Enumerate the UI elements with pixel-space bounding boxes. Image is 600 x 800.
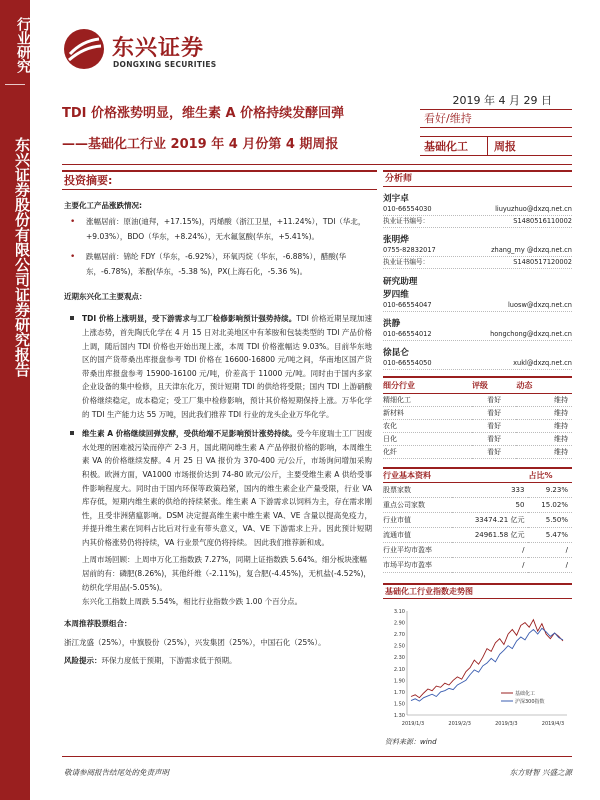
legend-label: 沪深300指数 bbox=[515, 699, 545, 705]
logo-mark-icon bbox=[62, 27, 106, 71]
risk-label: 风险提示： bbox=[64, 656, 102, 666]
cell: 看好 bbox=[472, 393, 516, 406]
cell: / bbox=[452, 558, 528, 573]
col-dynamic: 动态 bbox=[516, 377, 572, 393]
cell: 看好 bbox=[472, 406, 516, 419]
tdi-paragraph bbox=[82, 312, 372, 421]
assistant-phone: 010-66554047 bbox=[383, 301, 432, 309]
cell: 股票家数 bbox=[383, 483, 452, 498]
y-tick-label: 2.30 bbox=[393, 655, 405, 662]
footer-disclaimer: 敬请参阅报告结尾处的免责声明 bbox=[64, 768, 169, 777]
fall-item: • 跌幅居前：锦纶 FDY（华东，-6.92%），环氧丙烷（华东，-6.88%），醋酸(华东，-6.78%)，苯酚(华东，-5.38 %)，PX(上海石化，-5.36 %)。 bbox=[80, 250, 372, 279]
analyst-email[interactable]: zhang_my @dxzq.net.cn bbox=[491, 246, 572, 254]
risk-text: 环保力度低于预期，下游需求低于预期。 bbox=[101, 656, 237, 666]
portfolio-label: 本周推荐股票组合： bbox=[64, 619, 132, 629]
cell: 行业平均市盈率 bbox=[383, 543, 452, 558]
table-row bbox=[383, 406, 572, 419]
legend-label: 基础化工 bbox=[515, 691, 536, 697]
assistant-name: 罗四维 bbox=[383, 290, 409, 300]
cell: 50 bbox=[452, 498, 528, 513]
cell: / bbox=[528, 558, 572, 573]
va-heading: 维生素 A 价格继续回弹发酵，受供给端不足影响预计涨势持续。 bbox=[82, 429, 297, 439]
portfolio bbox=[64, 617, 372, 632]
cell: 看好 bbox=[472, 419, 516, 432]
sidebar-info-column bbox=[383, 170, 572, 747]
cert-label: 执业证书编号： bbox=[383, 217, 430, 225]
sidebar-category: 行业研究 bbox=[15, 17, 31, 73]
assistant-name: 徐昆仑 bbox=[383, 348, 409, 358]
cert-number: S1480516110002 bbox=[513, 217, 572, 225]
table-row bbox=[383, 432, 572, 445]
y-tick-label: 2.50 bbox=[393, 643, 405, 650]
x-tick-label: 2019/2/3 bbox=[448, 721, 471, 727]
y-tick-label: 2.10 bbox=[393, 666, 405, 673]
analyst-contact bbox=[383, 204, 572, 216]
report-meta bbox=[420, 92, 572, 156]
series-line-1 bbox=[411, 628, 563, 701]
assistant-phone: 010-66554050 bbox=[383, 359, 432, 367]
header-divider bbox=[62, 164, 572, 165]
y-tick-label: 3.10 bbox=[393, 609, 405, 615]
analyst-list bbox=[383, 192, 572, 370]
cert-number: S1480517120002 bbox=[513, 258, 572, 266]
y-tick-label: 2.90 bbox=[393, 620, 405, 627]
cell: 市场平均市盈率 bbox=[383, 558, 452, 573]
report-subtitle: ——基础化工行业 2019 年 4 月份第 4 期周报 bbox=[62, 137, 339, 152]
x-tick-label: 2019/1/3 bbox=[401, 721, 425, 727]
industry-type-row bbox=[420, 136, 572, 156]
assistant-email[interactable]: hongchong@dxzq.net.cn bbox=[490, 330, 572, 338]
col-rating: 评级 bbox=[472, 377, 516, 393]
va-paragraph bbox=[82, 427, 372, 549]
market-review: 上周市场回顾：上周申万化工指数跌 7.27%，同期上证指数跌 5.64%。细分板块涨幅居前的有：磷肥(8.26%)，其他纤维（-2.11%)，复合肥(-4.45%)，无机盐(-4.52%)，纺织化学用品(-5.05%)。 bbox=[82, 555, 371, 593]
y-tick-label: 1.30 bbox=[393, 713, 405, 719]
cell: 日化 bbox=[383, 432, 472, 445]
cell: 24961.58 亿元 bbox=[452, 528, 528, 543]
col-sector: 细分行业 bbox=[383, 377, 472, 393]
cell: 维持 bbox=[516, 393, 572, 406]
cell: 维持 bbox=[516, 419, 572, 432]
footer bbox=[62, 756, 572, 777]
cert-label: 执业证书编号： bbox=[383, 258, 430, 266]
company-logo bbox=[62, 27, 232, 75]
table-row bbox=[383, 558, 572, 573]
cell: / bbox=[528, 543, 572, 558]
industry-basics-table bbox=[383, 467, 572, 574]
va-body: 受今年度瑞士工厂因废水处理的困难被污染而停产 2-3 月，国此期间维生素 A 产品停报价格的影响，本周维生素 VA 的价格继续发酵。4 月 25 日 VA 报价为 370-400 元/公斤，市场询问增加采购积极。欧洲方面，VA1000 市场报价达到 74-80 欧元/公斤，主要受维生素 A 供给受事件影响程度大。同时由于国内环保等政策趋紧，国内的维生素企业产量受限，行业 VA 库存低，短期内维生素的供给的持续紧张。维生素 A 下游需求以饲料为主，存在需求刚性，且受非洲猪瘟影响。DSM 决定提高维生素中维生素 VA、VE 含量以提高免疫力，并提升维生素在饲料占比后对行业有带头意义，VA、VE 下游需求上升。因此预计短期内其价格涨势仍将持续，VA 行业景气度仍将持续。 因此我们推荐新和成。 bbox=[82, 429, 373, 547]
assistant-phone: 010-66554012 bbox=[383, 330, 432, 338]
analyst-email[interactable]: liuyuzhuo@dxzq.net.cn bbox=[495, 205, 572, 213]
logo-en: DONGXING SECURITIES bbox=[113, 60, 217, 69]
table-row bbox=[383, 393, 572, 406]
cell: 维持 bbox=[516, 445, 572, 458]
assistant-email[interactable]: luosw@dxzq.net.cn bbox=[507, 301, 572, 309]
assistant-email[interactable]: xukl@dxzq.net.cn bbox=[513, 359, 572, 367]
cell: 33474.21 亿元 bbox=[452, 513, 528, 528]
sector-rating-table bbox=[383, 376, 572, 459]
bullet-icon bbox=[70, 316, 74, 320]
cell: 流通市值 bbox=[383, 528, 452, 543]
cell: 15.02% bbox=[528, 498, 572, 513]
summary-column bbox=[62, 170, 372, 669]
table-row bbox=[383, 445, 572, 458]
cell: 333 bbox=[452, 483, 528, 498]
index-trend: 东兴化工指数上周跌 5.54%，相比行业指数少跌 1.00 个百分点。 bbox=[82, 597, 303, 607]
col-basics: 行业基本资料 bbox=[383, 468, 452, 483]
sidebar bbox=[0, 0, 30, 800]
report-type: 周报 bbox=[494, 140, 516, 153]
rating: 看好/维持 bbox=[420, 110, 572, 128]
analyst-cert bbox=[383, 216, 572, 228]
assistant-contact bbox=[383, 300, 572, 312]
cell: / bbox=[452, 543, 528, 558]
table-row bbox=[383, 419, 572, 432]
analyst-phone: 010-66554030 bbox=[383, 205, 432, 213]
cell: 化纤 bbox=[383, 445, 472, 458]
price-change-list bbox=[80, 215, 372, 279]
sidebar-divider bbox=[5, 84, 25, 85]
footer-slogan: 东方财智 兴盛之源 bbox=[509, 768, 572, 777]
x-tick-label: 2019/3/3 bbox=[495, 721, 518, 727]
assistant-title: 研究助理 bbox=[383, 277, 418, 287]
assistant-contact bbox=[383, 358, 572, 370]
col-share: 占比% bbox=[528, 468, 572, 483]
analyst-name: 张明烨 bbox=[383, 235, 409, 245]
table-row bbox=[383, 528, 572, 543]
chart-source: 资料来源：wind bbox=[385, 738, 437, 746]
risk bbox=[64, 654, 372, 669]
cell: 行业市值 bbox=[383, 513, 452, 528]
x-tick-label: 2019/4/3 bbox=[541, 721, 565, 727]
summary-title: 投资摘要: bbox=[62, 170, 377, 190]
cell: 农化 bbox=[383, 419, 472, 432]
analyst-title: 分析师 bbox=[383, 170, 572, 187]
y-tick-label: 1.90 bbox=[393, 678, 405, 685]
tdi-heading: TDI 价格上涨明显，受下游需求与工厂检修影响预计强势持续。 bbox=[82, 314, 297, 324]
analyst-name: 刘宇卓 bbox=[383, 194, 409, 204]
table-row bbox=[383, 498, 572, 513]
table-row bbox=[383, 543, 572, 558]
cell: 9.23% bbox=[528, 483, 572, 498]
tdi-body: TDI 价格近期呈现加速上涨态势，首先陶氏化学在 4 月 15 日对北美地区中有苯胺和包装类型的 TDI 产品价格上调，随后国内 TDI 价格也开始出现上涨，本周 TDI 价格涨幅达 9.03%。目前华东地区的国产货带桑出库报盘参考 TDI 价格在 16600-16800 元/吨之间，华南地区国产货带桑出库报盘参考 15900-16100 元/吨，价差高于 11000 元/吨。同时由于国内多家企业设备的集中检修，且天津东化万，预计短期 TDI 的供给将受限；国内 TDI 上游硝酸价格继续稳定，成本稳定；受工厂集中检修影响，预计其价格短期保持上涨。万华化学的 TDI 生产能力达 55 万吨，因此我们推荐 TDI 行业的龙头企业万华化学。 bbox=[82, 314, 373, 419]
cell: 看好 bbox=[472, 432, 516, 445]
cell: 重点公司家数 bbox=[383, 498, 452, 513]
logo-cn: 东兴证券 bbox=[112, 36, 205, 61]
sidebar-org: 东兴证券股份有限公司证券研究报告 bbox=[13, 137, 31, 377]
analyst-phone: 0755-82832017 bbox=[383, 246, 436, 254]
rise-item: • 涨幅居前：原油(迪拜，+17.15%)，丙烯酸（浙江卫星，+11.24%），TDI（华北，+9.03%），BDO（华东，+8.24%），无水氟氢酸(华东，+5.41%)。 bbox=[80, 215, 372, 244]
summary-sub2: 近期东兴化工主要观点： bbox=[64, 292, 147, 302]
y-tick-label: 1.70 bbox=[393, 689, 405, 696]
cell: 精细化工 bbox=[383, 393, 472, 406]
table-row bbox=[383, 513, 572, 528]
chart-svg bbox=[383, 603, 572, 735]
cell: 维持 bbox=[516, 406, 572, 419]
bullet-icon bbox=[70, 431, 74, 435]
assistant-name: 洪静 bbox=[383, 319, 401, 329]
assistant-contact bbox=[383, 329, 572, 341]
cell: 看好 bbox=[472, 445, 516, 458]
cell: 新材料 bbox=[383, 406, 472, 419]
summary-sub1: 主要化工产品涨跌情况: bbox=[64, 201, 142, 210]
report-date: 2019 年 4 月 29 日 bbox=[420, 92, 572, 110]
analyst-cert bbox=[383, 257, 572, 269]
cell: 维持 bbox=[516, 432, 572, 445]
industry-name: 基础化工 bbox=[420, 137, 488, 155]
analyst-contact bbox=[383, 245, 572, 257]
y-tick-label: 2.70 bbox=[393, 632, 405, 639]
report-title: TDI 价格涨势明显，维生素 A 价格持续发酵回弹 bbox=[62, 106, 345, 121]
portfolio-list: 浙江龙盛（25%），中旗股份（25%），兴发集团（25%），中国石化（25%）。 bbox=[64, 637, 326, 647]
table-row bbox=[383, 483, 572, 498]
cell: 5.50% bbox=[528, 513, 572, 528]
y-tick-label: 1.50 bbox=[393, 701, 405, 708]
cell: 5.47% bbox=[528, 528, 572, 543]
chart-title: 基础化工行业指数走势图 bbox=[383, 583, 572, 599]
col-value bbox=[452, 468, 528, 483]
index-trend-chart bbox=[383, 603, 572, 735]
